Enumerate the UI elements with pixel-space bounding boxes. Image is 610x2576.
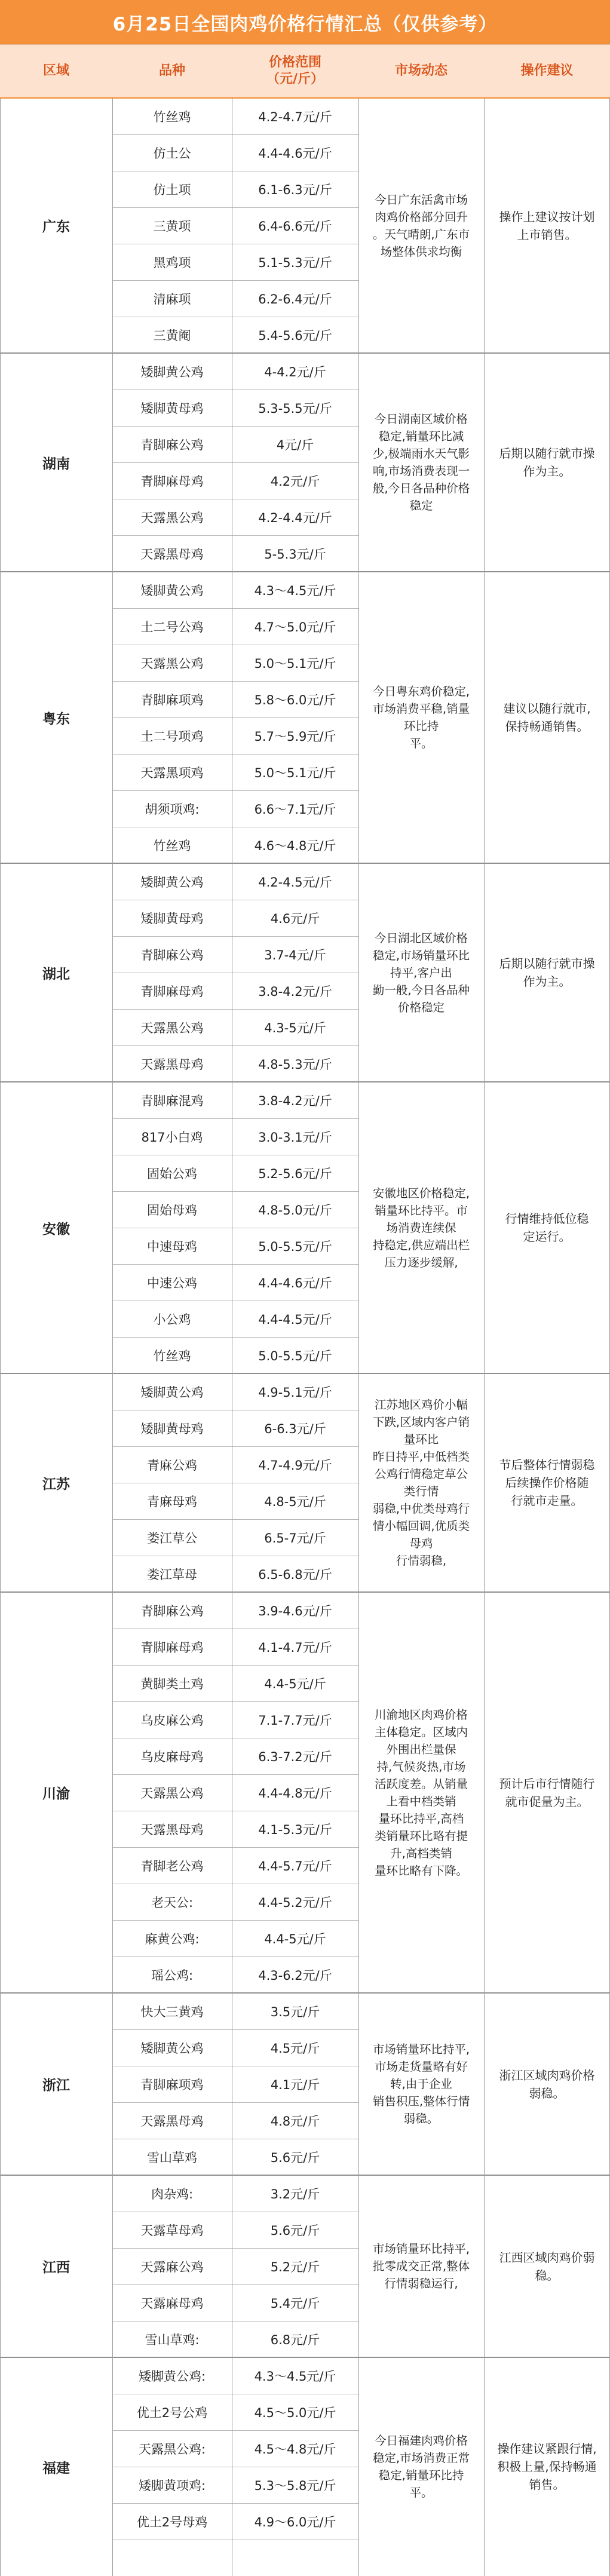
price-cell: 3.7-4元/斤 <box>264 947 326 962</box>
market-note: 安徽地区价格稳定, 销量环比持平。市 场消费连续保 持稳定,供应端出栏 压力逐步缓解, <box>372 1186 470 1269</box>
price-cell: 4元/斤 <box>276 437 314 452</box>
price-cell: 6.1-6.3元/斤 <box>258 182 332 197</box>
advice-note: 江西区域肉鸡价弱 稳。 <box>499 2250 595 2283</box>
breed-cell: 天露草母鸡 <box>140 2223 204 2238</box>
row-divider <box>112 1519 358 1520</box>
breed-cell: 817小白鸡 <box>141 1130 203 1145</box>
price-cell: 4.8-5.0元/斤 <box>258 1203 332 1218</box>
price-cell: 4.6～4.8元/斤 <box>254 838 336 853</box>
price-cell: 6.4-6.6元/斤 <box>258 219 332 234</box>
breed-cell: 青脚麻母鸡 <box>140 474 204 489</box>
price-cell: 5.0～5.1元/斤 <box>254 656 336 671</box>
row-divider <box>112 426 358 427</box>
breed-cell: 青脚麻母鸡 <box>140 984 204 999</box>
row-divider <box>112 2321 358 2322</box>
breed-cell: 快大三黄鸡 <box>140 2004 204 2019</box>
price-cell: 4.7～5.0元/斤 <box>254 620 336 634</box>
breed-cell: 矮脚黄项鸡: <box>138 2478 206 2493</box>
breed-cell: 天露麻公鸡 <box>140 2259 204 2274</box>
breed-cell: 青脚麻公鸡 <box>140 947 204 962</box>
breed-cell: 肉杂鸡: <box>151 2186 194 2201</box>
advice-note: 建议以随行就市, 保持畅通销售。 <box>503 701 591 734</box>
breed-cell: 黄脚类土鸡 <box>140 1676 204 1691</box>
row-divider <box>112 1665 358 1666</box>
price-cell: 4.8元/斤 <box>270 2114 320 2129</box>
breed-cell: 雪山草鸡 <box>147 2150 197 2165</box>
row-divider <box>112 681 358 682</box>
price-cell: 5.3-5.5元/斤 <box>258 401 332 416</box>
price-cell: 5.6元/斤 <box>270 2150 320 2165</box>
breed-cell: 天露黑公鸡 <box>140 1020 204 1035</box>
price-cell: 5.7～5.9元/斤 <box>254 729 336 744</box>
region-name: 福建 <box>42 2460 70 2476</box>
breed-cell: 矮脚黄公鸡 <box>140 583 204 598</box>
price-cell: 4.7-4.9元/斤 <box>258 1458 332 1473</box>
market-note: 今日广东活禽市场 肉鸡价格部分回升 。天气晴朗,广东市 场整体供求均衡 <box>372 192 470 259</box>
price-cell: 4.1-5.3元/斤 <box>258 1822 332 1837</box>
price-cell: 6.3-7.2元/斤 <box>258 1749 332 1764</box>
breed-cell: 矮脚黄公鸡 <box>140 2041 204 2056</box>
price-cell: 4.3-5元/斤 <box>264 1020 326 1035</box>
breed-cell: 中速母鸡 <box>147 1239 197 1254</box>
breed-cell: 青脚麻项鸡 <box>140 692 204 707</box>
price-cell: 4.2-4.5元/斤 <box>258 875 332 890</box>
region-name: 广东 <box>42 219 70 235</box>
row-divider <box>112 1009 358 1010</box>
row-divider <box>112 1045 358 1046</box>
breed-cell: 天露黑母鸡 <box>140 547 204 562</box>
price-cell: 3.9-4.6元/斤 <box>258 1603 332 1618</box>
breed-cell: 土二号公鸡 <box>140 620 204 634</box>
price-cell: 6.5-6.8元/斤 <box>258 1567 332 1582</box>
row-divider <box>112 608 358 609</box>
row-divider <box>112 1774 358 1775</box>
row-divider <box>112 790 358 791</box>
breed-cell: 乌皮麻母鸡 <box>140 1749 204 1764</box>
advice-note: 节后整体行情弱稳 后续操作价格随 行就市走量。 <box>499 1458 595 1508</box>
price-cell <box>232 2540 358 2576</box>
breed-cell: 仿土项 <box>153 182 191 197</box>
market-note: 今日湖南区域价格 稳定,销量环比减 少,极端雨水天气影 响,市场消费表现一 般,今日各品种价格 稳定 <box>372 412 470 513</box>
price-cell: 5-5.3元/斤 <box>264 547 326 562</box>
row-divider <box>112 1920 358 1921</box>
price-cell: 4.8-5.3元/斤 <box>258 1057 332 1072</box>
breed-cell: 竹丝鸡 <box>153 1348 191 1363</box>
row-divider <box>112 936 358 937</box>
price-cell: 5.0～5.1元/斤 <box>254 765 336 780</box>
advice-note: 后期以随行就市操 作为主。 <box>499 956 595 989</box>
market-note: 今日粤东鸡价稳定, 市场消费平稳,销量 环比持 平。 <box>372 685 470 750</box>
row-divider <box>112 1446 358 1447</box>
header-region: 区域 <box>42 63 69 78</box>
price-cell: 5.2元/斤 <box>270 2259 320 2274</box>
price-cell: 4.3～4.5元/斤 <box>254 2369 336 2384</box>
breed-cell: 固始母鸡 <box>147 1203 197 1218</box>
price-cell: 4.5元/斤 <box>270 2041 320 2056</box>
region-name: 湖南 <box>42 456 70 472</box>
market-note: 今日福建肉鸡价格 稳定,市场消费正常 稳定,销量环比持 平。 <box>372 2434 470 2500</box>
breed-cell: 天露黑母鸡 <box>140 1057 204 1072</box>
breed-cell: 青脚麻项鸡 <box>140 2077 204 2092</box>
breed-cell: 乌皮麻公鸡 <box>140 1713 204 1728</box>
row-divider <box>112 462 358 463</box>
price-cell: 6.6～7.1元/斤 <box>254 802 336 817</box>
price-cell: 4.4-4.6元/斤 <box>258 146 332 161</box>
row-divider <box>112 2430 358 2431</box>
row-divider <box>112 2248 358 2249</box>
advice-note: 后期以随行就市操 作为主。 <box>499 446 595 479</box>
region-name: 江西 <box>42 2260 70 2276</box>
price-cell: 3.2元/斤 <box>270 2186 320 2201</box>
breed-cell: 麻黄公鸡: <box>145 1931 200 1946</box>
price-cell: 4-4.2元/斤 <box>264 364 326 379</box>
price-cell: 4.3～4.5元/斤 <box>254 583 336 598</box>
column-divider <box>484 98 485 2576</box>
market-note: 市场销量环比持平, 市场走货量略有好 转,由于企业 销售积压,整体行情 弱稳。 <box>372 2043 470 2126</box>
breed-cell: 青麻公鸡 <box>147 1458 197 1473</box>
row-divider <box>112 207 358 208</box>
column-divider <box>112 98 113 2576</box>
price-cell: 4.2-4.4元/斤 <box>258 510 332 525</box>
breed-cell: 青脚麻母鸡 <box>140 1640 204 1655</box>
breed-cell: 矮脚黄公鸡 <box>140 364 204 379</box>
price-cell: 5.4元/斤 <box>270 2296 320 2311</box>
breed-cell: 黑鸡项 <box>153 255 191 270</box>
price-cell: 6.2-6.4元/斤 <box>258 292 332 306</box>
breed-cell: 青脚麻公鸡 <box>140 437 204 452</box>
price-cell: 3.8-4.2元/斤 <box>258 984 332 999</box>
price-cell: 4.6元/斤 <box>270 911 320 926</box>
row-divider <box>112 2102 358 2103</box>
market-note: 市场销量环比持平, 批零成交正常,整体 行情弱稳运行, <box>372 2242 470 2290</box>
breed-cell: 矮脚黄母鸡 <box>140 911 204 926</box>
price-cell: 4.4-5.2元/斤 <box>258 1895 332 1910</box>
row-divider <box>112 1847 358 1848</box>
price-cell: 4.4-5元/斤 <box>264 1931 326 1946</box>
price-cell: 3.8-4.2元/斤 <box>258 1093 332 1108</box>
advice-note: 行情维持低位稳 定运行。 <box>505 1212 589 1244</box>
market-note: 川渝地区肉鸡价格 主体稳定。区域内 外围出栏量保 持,气候炎热,市场 活跃度差。从销量 上看中档类销 量环比持平,高档 类销量环比略有提 升,高档类销 量环比略有下降。 <box>374 1707 468 1878</box>
column-divider <box>358 98 359 2576</box>
row-divider <box>112 754 358 755</box>
breed-cell: 小公鸡 <box>153 1312 191 1327</box>
price-cell: 4.9-5.1元/斤 <box>258 1385 332 1400</box>
table-left-border <box>0 98 1 2576</box>
price-cell: 4.2-4.7元/斤 <box>258 109 332 124</box>
market-note: 江苏地区鸡价小幅 下跌,区域内客户销 量环比 昨日持平,中低档类 公鸡行情稳定草公 类行情 弱稳,中优类母鸡行 情小幅回调,优质类 母鸡 行情弱稳, <box>372 1398 470 1568</box>
price-cell: 4.4-5.7元/斤 <box>258 1859 332 1873</box>
breed-cell <box>112 2540 232 2576</box>
breed-cell: 固始公鸡 <box>147 1166 197 1181</box>
row-divider <box>112 2284 358 2285</box>
row-divider <box>112 1118 358 1119</box>
row-divider <box>112 717 358 718</box>
price-cell: 6-6.3元/斤 <box>264 1421 326 1436</box>
breed-cell: 雪山草鸡: <box>145 2332 200 2347</box>
breed-cell: 青麻母鸡 <box>147 1494 197 1509</box>
price-cell: 6.8元/斤 <box>270 2332 320 2347</box>
row-divider <box>112 2503 358 2504</box>
breed-cell: 娄江草公 <box>147 1531 197 1545</box>
row-divider <box>112 1264 358 1265</box>
breed-cell: 优土2号公鸡 <box>136 2405 208 2420</box>
price-cell: 4.5～4.8元/斤 <box>254 2442 336 2457</box>
region-name: 川渝 <box>42 1786 70 1802</box>
price-cell: 5.0-5.5元/斤 <box>258 1348 332 1363</box>
breed-cell: 矮脚黄母鸡 <box>140 1421 204 1436</box>
header-advice: 操作建议 <box>520 63 574 78</box>
price-cell: 4.4-4.8元/斤 <box>258 1786 332 1801</box>
advice-note: 操作上建议按计划 上市销售。 <box>499 209 595 242</box>
breed-cell: 清麻项 <box>153 292 191 306</box>
price-cell: 5.0-5.5元/斤 <box>258 1239 332 1254</box>
price-cell: 4.2元/斤 <box>270 474 320 489</box>
breed-cell: 矮脚黄公鸡 <box>140 1385 204 1400</box>
breed-cell: 瑶公鸡: <box>151 1968 194 1983</box>
price-cell: 6.5-7元/斤 <box>264 1531 326 1545</box>
region-name: 粤东 <box>42 711 70 727</box>
breed-cell: 三黄项 <box>153 219 191 234</box>
breed-cell: 青脚麻混鸡 <box>140 1093 204 1108</box>
breed-cell: 青脚麻公鸡 <box>140 1603 204 1618</box>
breed-cell: 土二号项鸡 <box>140 729 204 744</box>
breed-cell: 天露黑母鸡 <box>140 1822 204 1837</box>
price-cell: 4.1-4.7元/斤 <box>258 1640 332 1655</box>
price-cell: 5.6元/斤 <box>270 2223 320 2238</box>
row-divider <box>112 1956 358 1957</box>
price-cell: 4.5～5.0元/斤 <box>254 2405 336 2420</box>
price-cell: 4.8-5元/斤 <box>264 1494 326 1509</box>
row-divider <box>112 2029 358 2030</box>
price-cell: 5.2-5.6元/斤 <box>258 1166 332 1181</box>
breed-cell: 中速公鸡 <box>147 1275 197 1290</box>
breed-cell: 天露黑母鸡 <box>140 2114 204 2129</box>
price-cell: 4.1元/斤 <box>270 2077 320 2092</box>
price-cell: 5.1-5.3元/斤 <box>258 255 332 270</box>
breed-cell: 矮脚黄公鸡: <box>138 2369 206 2384</box>
header-breed: 品种 <box>158 63 185 78</box>
row-divider <box>112 1191 358 1192</box>
advice-note: 预计后市行情随行 就市促量为主。 <box>499 1776 595 1809</box>
row-divider <box>112 134 358 135</box>
breed-cell: 优土2号母鸡 <box>136 2514 208 2529</box>
header-market: 市场动态 <box>394 63 447 78</box>
price-cell: 4.9～6.0元/斤 <box>254 2514 336 2529</box>
price-cell: 5.4-5.6元/斤 <box>258 328 332 343</box>
price-cell: 4.4-4.5元/斤 <box>258 1312 332 1327</box>
breed-cell: 竹丝鸡 <box>153 109 191 124</box>
breed-cell: 矮脚黄公鸡 <box>140 875 204 890</box>
breed-cell: 胡须项鸡: <box>145 802 200 817</box>
breed-cell: 天露黑公鸡 <box>140 656 204 671</box>
breed-cell: 天露黑公鸡 <box>140 510 204 525</box>
breed-cell: 天露麻母鸡 <box>140 2296 204 2311</box>
header-price: 价格范围 （元/斤） <box>266 55 324 87</box>
region-name: 江苏 <box>42 1476 70 1492</box>
market-note: 今日湖北区域价格 稳定,市场销量环比 持平,客户出 勤一般,今日各品种 价格稳定 <box>372 931 470 1014</box>
row-divider <box>112 1701 358 1702</box>
price-cell: 3.0-3.1元/斤 <box>258 1130 332 1145</box>
price-cell: 7.1-7.7元/斤 <box>258 1713 332 1728</box>
price-cell: 5.3～5.8元/斤 <box>254 2478 336 2493</box>
sheet-title: 6月25日全国肉鸡价格行情汇总（仅供参考） <box>0 0 610 44</box>
breed-cell: 矮脚黄母鸡 <box>140 401 204 416</box>
breed-cell: 竹丝鸡 <box>153 838 191 853</box>
region-name: 浙江 <box>42 2078 70 2093</box>
breed-cell: 天露黑项鸡 <box>140 765 204 780</box>
advice-note: 操作建议紧跟行情, 积极上量,保持畅通 销售。 <box>497 2442 597 2492</box>
row-divider <box>112 535 358 536</box>
row-divider <box>112 1337 358 1338</box>
price-cell: 4.3-6.2元/斤 <box>258 1968 332 1983</box>
price-cell: 3.5元/斤 <box>270 2004 320 2019</box>
table-header <box>0 44 610 99</box>
region-name: 湖北 <box>42 966 70 982</box>
breed-cell: 天露黑公鸡: <box>138 2442 206 2457</box>
breed-cell: 三黄阉 <box>153 328 191 343</box>
price-cell: 4.4-5元/斤 <box>264 1676 326 1691</box>
breed-cell: 娄江草母 <box>147 1567 197 1582</box>
advice-note: 浙江区域肉鸡价格 弱稳。 <box>499 2068 595 2100</box>
breed-cell: 青脚老公鸡 <box>140 1859 204 1873</box>
breed-cell: 仿土公 <box>153 146 191 161</box>
row-divider <box>112 280 358 281</box>
breed-cell: 老天公: <box>151 1895 194 1910</box>
breed-cell: 天露黑公鸡 <box>140 1786 204 1801</box>
price-cell: 4.4-4.6元/斤 <box>258 1275 332 1290</box>
price-cell: 5.8～6.0元/斤 <box>254 692 336 707</box>
region-name: 安徽 <box>42 1221 70 1237</box>
